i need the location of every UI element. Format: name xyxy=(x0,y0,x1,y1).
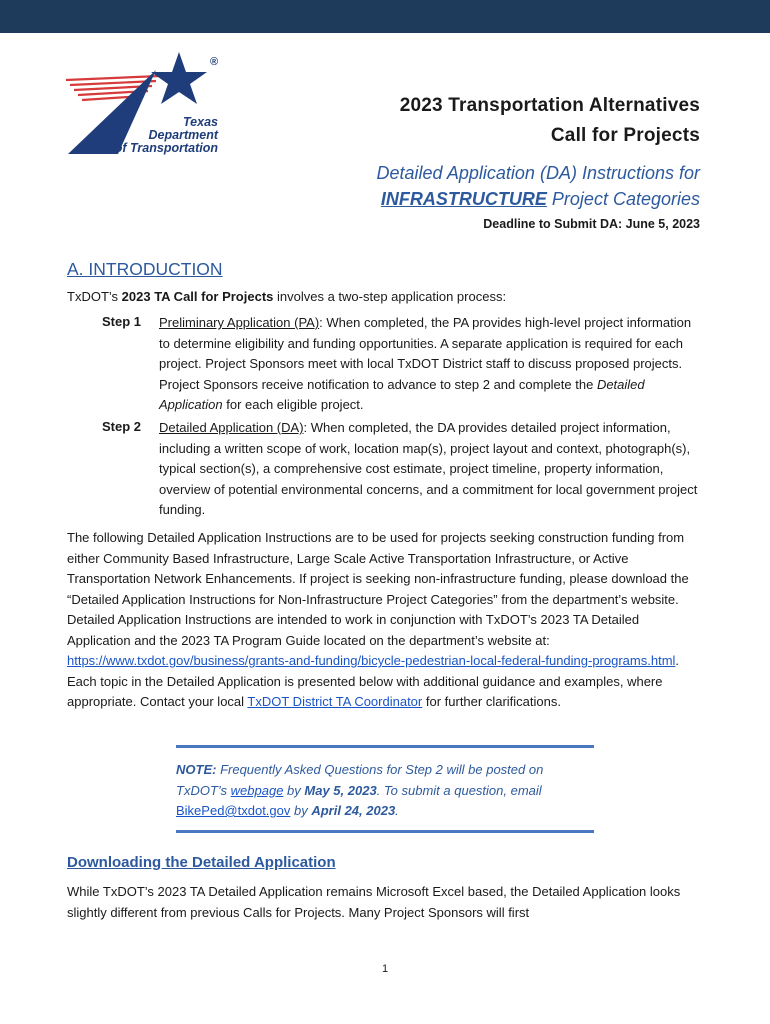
deadline: Deadline to Submit DA: June 5, 2023 xyxy=(483,217,700,231)
title-line-2: Call for Projects xyxy=(550,125,700,146)
logo-text: Texas Department of Transportation xyxy=(114,115,218,155)
registered-mark: ® xyxy=(210,56,219,68)
email-link[interactable]: BikePed@txdot.gov xyxy=(176,803,291,818)
step-2-label: Step 2 xyxy=(102,419,142,434)
txdot-logo xyxy=(64,50,224,160)
subtitle-line-2: INFRASTRUCTURE Project Categories xyxy=(380,189,700,209)
download-paragraph: While TxDOT’s 2023 TA Detailed Application remains Microsoft Excel based, the Detailed Application looks slightly different from previous Calls for Projects. Many Project Sponsors will first xyxy=(67,884,681,920)
section-heading-introduction: A. INTRODUCTION xyxy=(67,259,223,279)
section-heading-download: Downloading the Detailed Application xyxy=(67,854,336,871)
page-number: 1 xyxy=(381,963,389,975)
instructions-paragraph: The following Detailed Application Instructions are to be used for projects seeking construction funding from either Community Based Infrastructure, Large Scale Active Transportation Infrastructure, or Active Transportation Network Enhancements. If project is seeking non-infrastructure funding, please download the “Detailed Application Instructions for Non-Infrastructure Project Categories” from the department’s website. Detailed Application Instructions are intended to work in conjunction with TxDOT’s 2023 TA Detailed Application and the 2023 TA Program Guide located on the department’s website at: https://www.txdot.gov/business/grants-and-funding/bicycle-pedestrian-local-federal-funding-programs.html. Each topic in the Detailed Application is presented below with additional guidance and examples, where appropriate. Contact your local TxDOT District TA Coordinator for further clarifications. xyxy=(67,530,689,709)
step-1-label: Step 1 xyxy=(102,314,142,329)
header-bar xyxy=(0,0,770,33)
txdot-funding-link[interactable]: https://www.txdot.gov/business/grants-and-funding/bicycle-pedestrian-local-federal-funding-programs.html xyxy=(67,653,676,668)
note-bottom-rule xyxy=(176,830,594,833)
subtitle-line-1: Detailed Application (DA) Instructions for xyxy=(376,163,700,183)
webpage-link[interactable]: webpage xyxy=(230,782,284,798)
step-2-body: Detailed Application (DA): When completed, the DA provides detailed project information, including a written scope of work, location map(s), project layout and context, photograph(s), typical section(s), a comprehensive cost estimate, project timeline, property information, overview of potential environmental concerns, and a commitment for local government project funding. xyxy=(159,420,698,517)
intro-lead: TxDOT’s 2023 TA Call for Projects involves a two-step application process: xyxy=(67,289,507,304)
note-box: NOTE: Frequently Asked Questions for Step 2 will be posted on TxDOT’s webpage by May 5, 2023. To submit a question, email BikePed@txdot.gov by April 24, 2023. xyxy=(176,762,544,818)
note-top-rule xyxy=(176,745,594,748)
step-1-body: Preliminary Application (PA): When completed, the PA provides high-level project information to determine eligibility and funding opportunities. A separate application is required for each project. Project Sponsors meet with local TxDOT District staff to discuss proposed projects. Project Sponsors receive notification to advance to step 2 and complete the Detailed Application for each eligible project. xyxy=(159,315,692,412)
district-ta-coordinator-link[interactable]: TxDOT District TA Coordinator xyxy=(247,694,423,709)
title-line-1: 2023 Transportation Alternatives xyxy=(399,95,700,116)
